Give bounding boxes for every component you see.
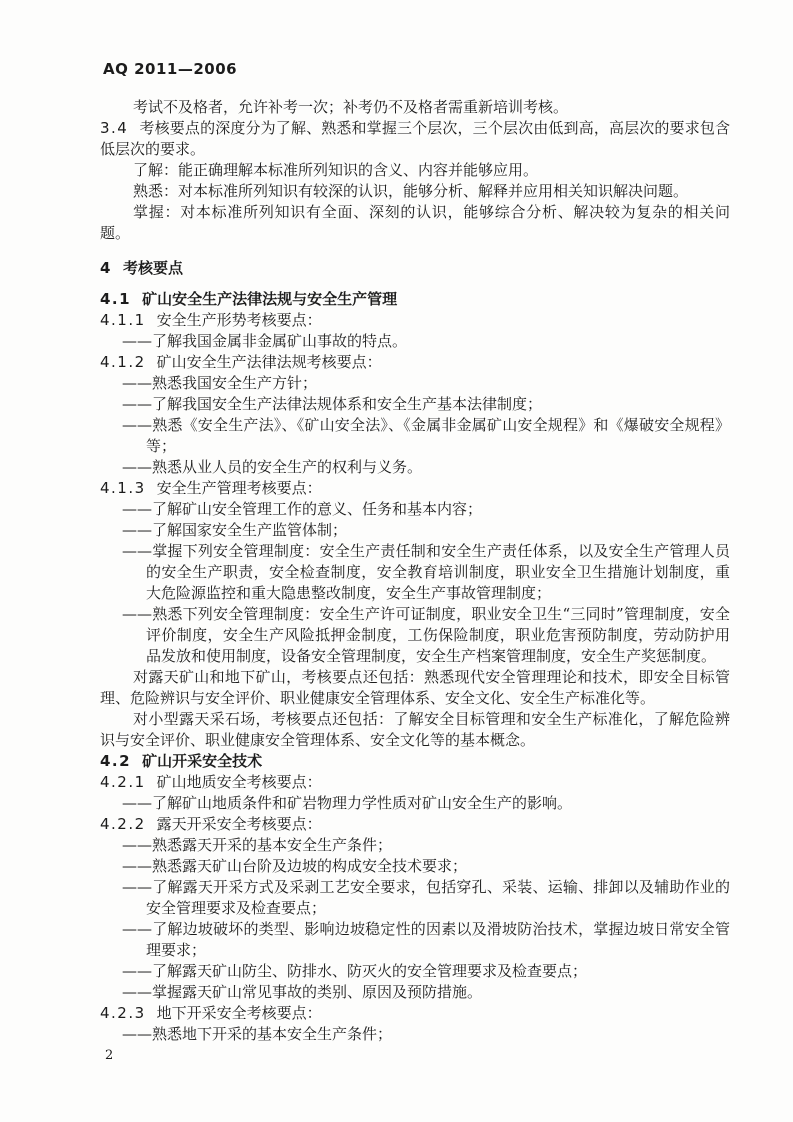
clause-number: 4 bbox=[100, 259, 112, 277]
clause-number: 4.2.2 bbox=[100, 815, 146, 833]
section-heading bbox=[100, 751, 730, 772]
clause-number: 4.1.3 bbox=[100, 479, 146, 497]
document-code: AQ 2011—2006 bbox=[103, 60, 238, 78]
clause-text: 露天开采安全考核要点： bbox=[156, 815, 322, 833]
clause-text: 安全生产形势考核要点： bbox=[156, 311, 322, 329]
paragraph: 熟悉：对本标准所列知识有较深的认识，能够分析、解释并应用相关知识解决问题。 bbox=[133, 182, 689, 200]
page-number: 2 bbox=[105, 1048, 114, 1063]
paragraph: 了解：能正确理解本标准所列知识的含义、内容并能够应用。 bbox=[133, 161, 539, 179]
paragraph: 考试不及格者，允许补考一次；补考仍不及格者需重新培训考核。 bbox=[133, 98, 569, 116]
list-item: ——了解国家安全生产监管体制； bbox=[122, 521, 348, 539]
clause-line bbox=[100, 352, 730, 373]
list-item: ——熟悉露天开采的基本安全生产条件； bbox=[122, 836, 393, 854]
clause-line bbox=[100, 1003, 730, 1024]
clause-line bbox=[100, 772, 730, 793]
list-item: ——了解矿山安全管理工作的意义、任务和基本内容； bbox=[122, 500, 483, 518]
clause-number: 3.4 bbox=[100, 119, 129, 137]
clause-number: 4.1.1 bbox=[100, 311, 146, 329]
list-item: ——了解露天矿山防尘、防排水、防灭火的安全管理要求及检查要点； bbox=[122, 962, 588, 980]
list-item: ——了解露天开采方式及采剥工艺安全要求，包括穿孔、采装、运输、排卸以及辅助作业的安全管理要求及检查要点； bbox=[122, 878, 730, 917]
section-heading bbox=[100, 289, 730, 310]
clause-text: 矿山开采安全技术 bbox=[142, 752, 263, 770]
list-item: ——了解我国安全生产法律法规体系和安全生产基本法律制度； bbox=[122, 395, 543, 413]
paragraph: 对小型露天采石场，考核要点还包括：了解安全目标管理和安全生产标准化，了解危险辨识与安全评价、职业健康安全管理体系、安全文化等的基本概念。 bbox=[100, 710, 730, 749]
list-item: ——掌握下列安全管理制度：安全生产责任制和安全生产责任体系，以及安全生产管理人员的安全生产职责，安全检查制度，安全教育培训制度，职业安全卫生措施计划制度，重大危险源监控和重大隐患整改制度，安全生产事故管理制度； bbox=[122, 542, 730, 602]
list-item: ——熟悉露天矿山台阶及边坡的构成安全技术要求； bbox=[122, 857, 468, 875]
clause-line bbox=[100, 478, 730, 499]
list-item: ——掌握露天矿山常见事故的类别、原因及预防措施。 bbox=[122, 983, 483, 1001]
list-item: ——熟悉下列安全管理制度：安全生产许可证制度，职业安全卫生“三同时”管理制度，安全评价制度，安全生产风险抵押金制度，工伤保险制度，职业危害预防制度，劳动防护用品发放和使用制度，设备安全管理制度，安全生产档案管理制度，安全生产奖惩制度。 bbox=[122, 605, 730, 665]
clause-line bbox=[100, 814, 730, 835]
clause-number: 4.2 bbox=[100, 752, 132, 770]
document-body bbox=[100, 97, 730, 1045]
clause-number: 4.1 bbox=[100, 290, 132, 308]
clause-number: 4.2.1 bbox=[100, 773, 146, 791]
list-item: ——熟悉《安全生产法》、《矿山安全法》、《金属非金属矿山安全规程》和《爆破安全规程》等； bbox=[122, 416, 730, 455]
clause-text: 地下开采安全考核要点： bbox=[156, 1004, 322, 1022]
section-heading bbox=[100, 258, 730, 279]
clause-line bbox=[100, 118, 730, 160]
clause-line bbox=[100, 310, 730, 331]
list-item: ——了解边坡破坏的类型、影响边坡稳定性的因素以及滑坡防治技术，掌握边坡日常安全管理要求； bbox=[122, 920, 730, 959]
list-item: ——熟悉地下开采的基本安全生产条件； bbox=[122, 1025, 393, 1043]
clause-text: 矿山地质安全考核要点： bbox=[156, 773, 322, 791]
clause-number: 4.1.2 bbox=[100, 353, 146, 371]
clause-text: 考核要点的深度分为了解、熟悉和掌握三个层次，三个层次由低到高，高层次的要求包含低层次的要求。 bbox=[100, 119, 730, 158]
list-item: ——熟悉从业人员的安全生产的权利与义务。 bbox=[122, 458, 423, 476]
clause-text: 矿山安全生产法律法规与安全生产管理 bbox=[142, 290, 398, 308]
clause-text: 矿山安全生产法律法规考核要点： bbox=[156, 353, 382, 371]
clause-number: 4.2.3 bbox=[100, 1004, 146, 1022]
paragraph: 对露天矿山和地下矿山，考核要点还包括：熟悉现代安全管理理论和技术，即安全目标管理、危险辨识与安全评价、职业健康安全管理体系、安全文化、安全生产标准化等。 bbox=[100, 668, 730, 707]
paragraph: 掌握：对本标准所列知识有全面、深刻的认识，能够综合分析、解决较为复杂的相关问题。 bbox=[100, 203, 730, 242]
clause-text: 考核要点 bbox=[122, 259, 183, 277]
list-item: ——了解我国金属非金属矿山事故的特点。 bbox=[122, 332, 408, 350]
list-item: ——熟悉我国安全生产方针； bbox=[122, 374, 318, 392]
clause-text: 安全生产管理考核要点： bbox=[156, 479, 322, 497]
list-item: ——了解矿山地质条件和矿岩物理力学性质对矿山安全生产的影响。 bbox=[122, 794, 573, 812]
